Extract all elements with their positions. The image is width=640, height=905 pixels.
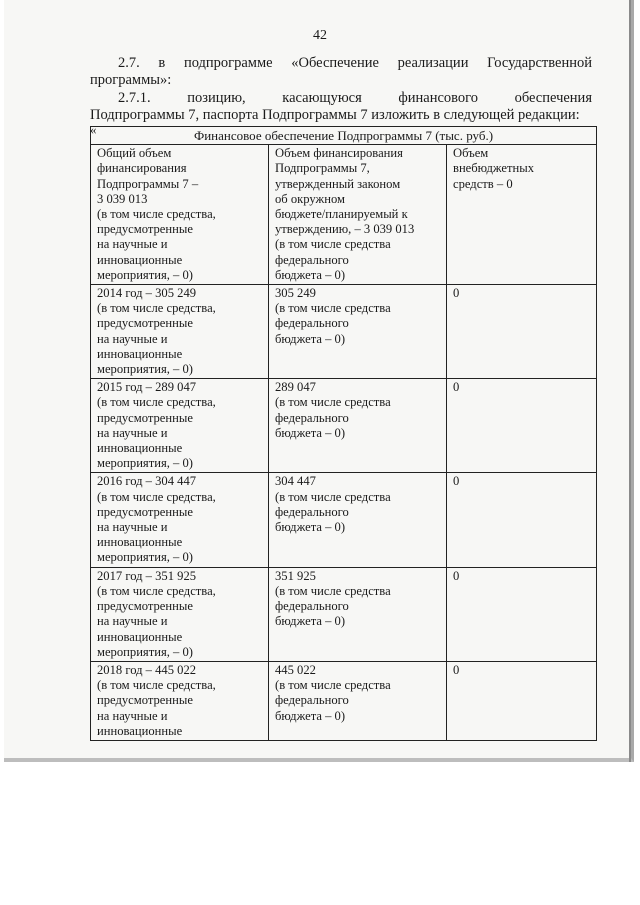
cell-text: 2016 год – 304 447 (в том числе средства, предусмотренные на научные и инновационные мероприятия, – 0) [97, 474, 216, 565]
cell-text: Общий объем финансирования Подпрограммы 7 – 3 039 013 (в том числе средства, предусмотренные на научные и инновационные мероприятия, – 0) [97, 146, 216, 282]
cell-text: 445 022 (в том числе средства федерального бюджета – 0) [275, 662, 391, 723]
table-cell-total [91, 661, 269, 740]
paragraph-2-7-1-line1: 2.7.1. позицию, касающуюся финансового обеспечения [118, 90, 592, 106]
table-cell-budget [269, 285, 447, 379]
cell-text: 351 925 (в том числе средства федерального бюджета – 0) [275, 568, 391, 629]
paragraph-2-7-line2: программы»: [90, 72, 172, 88]
table-title: Финансовое обеспечение Подпрограммы 7 (тыс. руб.) [91, 127, 597, 145]
table-cell-budget [269, 379, 447, 473]
paragraph-2-7-line1: 2.7. в подпрограмме «Обеспечение реализации Государственной [118, 55, 592, 71]
table-row [91, 379, 597, 473]
cell-text: 2017 год – 351 925 (в том числе средства, предусмотренные на научные и инновационные мероприятия, – 0) [97, 568, 216, 659]
table-cell-extrabudget [447, 661, 597, 740]
table-cell-budget [269, 661, 447, 740]
table-cell-total [91, 379, 269, 473]
page-edge-shadow [629, 0, 631, 762]
cell-text: 0 [453, 662, 460, 677]
table-row [91, 145, 597, 285]
table-cell-extrabudget [447, 473, 597, 567]
cell-text: Объем финансирования Подпрограммы 7, утвержденный законом об окружном бюджете/планируемый к утверждению, – 3 039 013 (в том числе средства федерального бюджета – 0) [275, 146, 415, 282]
cell-text: 2015 год – 289 047 (в том числе средства, предусмотренные на научные и инновационные мероприятия, – 0) [97, 380, 216, 471]
table-cell-extrabudget [447, 567, 597, 661]
cell-text: 0 [453, 474, 460, 489]
table-cell-total [91, 567, 269, 661]
cell-text: 0 [453, 380, 460, 395]
table-row [91, 567, 597, 661]
table-cell-total [91, 473, 269, 567]
table-cell-budget [269, 145, 447, 285]
table-cell-extrabudget [447, 145, 597, 285]
table-row [91, 285, 597, 379]
paragraph-2-7-1-line2: Подпрограммы 7, паспорта Подпрограммы 7 изложить в следующей редакции: [90, 107, 580, 123]
table-cell-total [91, 145, 269, 285]
table-row [91, 661, 597, 740]
table-title-row [91, 127, 597, 145]
table-cell-budget [269, 567, 447, 661]
financing-table [90, 126, 597, 741]
cell-text: 0 [453, 286, 460, 301]
table-row [91, 473, 597, 567]
table-cell-total [91, 285, 269, 379]
table-cell-budget [269, 473, 447, 567]
cell-text: 0 [453, 568, 460, 583]
page-number: 42 [313, 28, 327, 43]
table-cell-extrabudget [447, 379, 597, 473]
cell-text: 2014 год – 305 249 (в том числе средства, предусмотренные на научные и инновационные мероприятия, – 0) [97, 286, 216, 377]
cell-text: 305 249 (в том числе средства федерального бюджета – 0) [275, 286, 391, 346]
cell-text: 289 047 (в том числе средства федерального бюджета – 0) [275, 380, 391, 440]
cell-text: 304 447 (в том числе средства федерального бюджета – 0) [275, 474, 391, 535]
cell-text: Объем внебюджетных средств – 0 [453, 146, 534, 191]
open-quote: « [90, 122, 97, 137]
table-cell-extrabudget [447, 285, 597, 379]
cell-text: 2018 год – 445 022 (в том числе средства, предусмотренные на научные и инновационные [97, 662, 216, 738]
